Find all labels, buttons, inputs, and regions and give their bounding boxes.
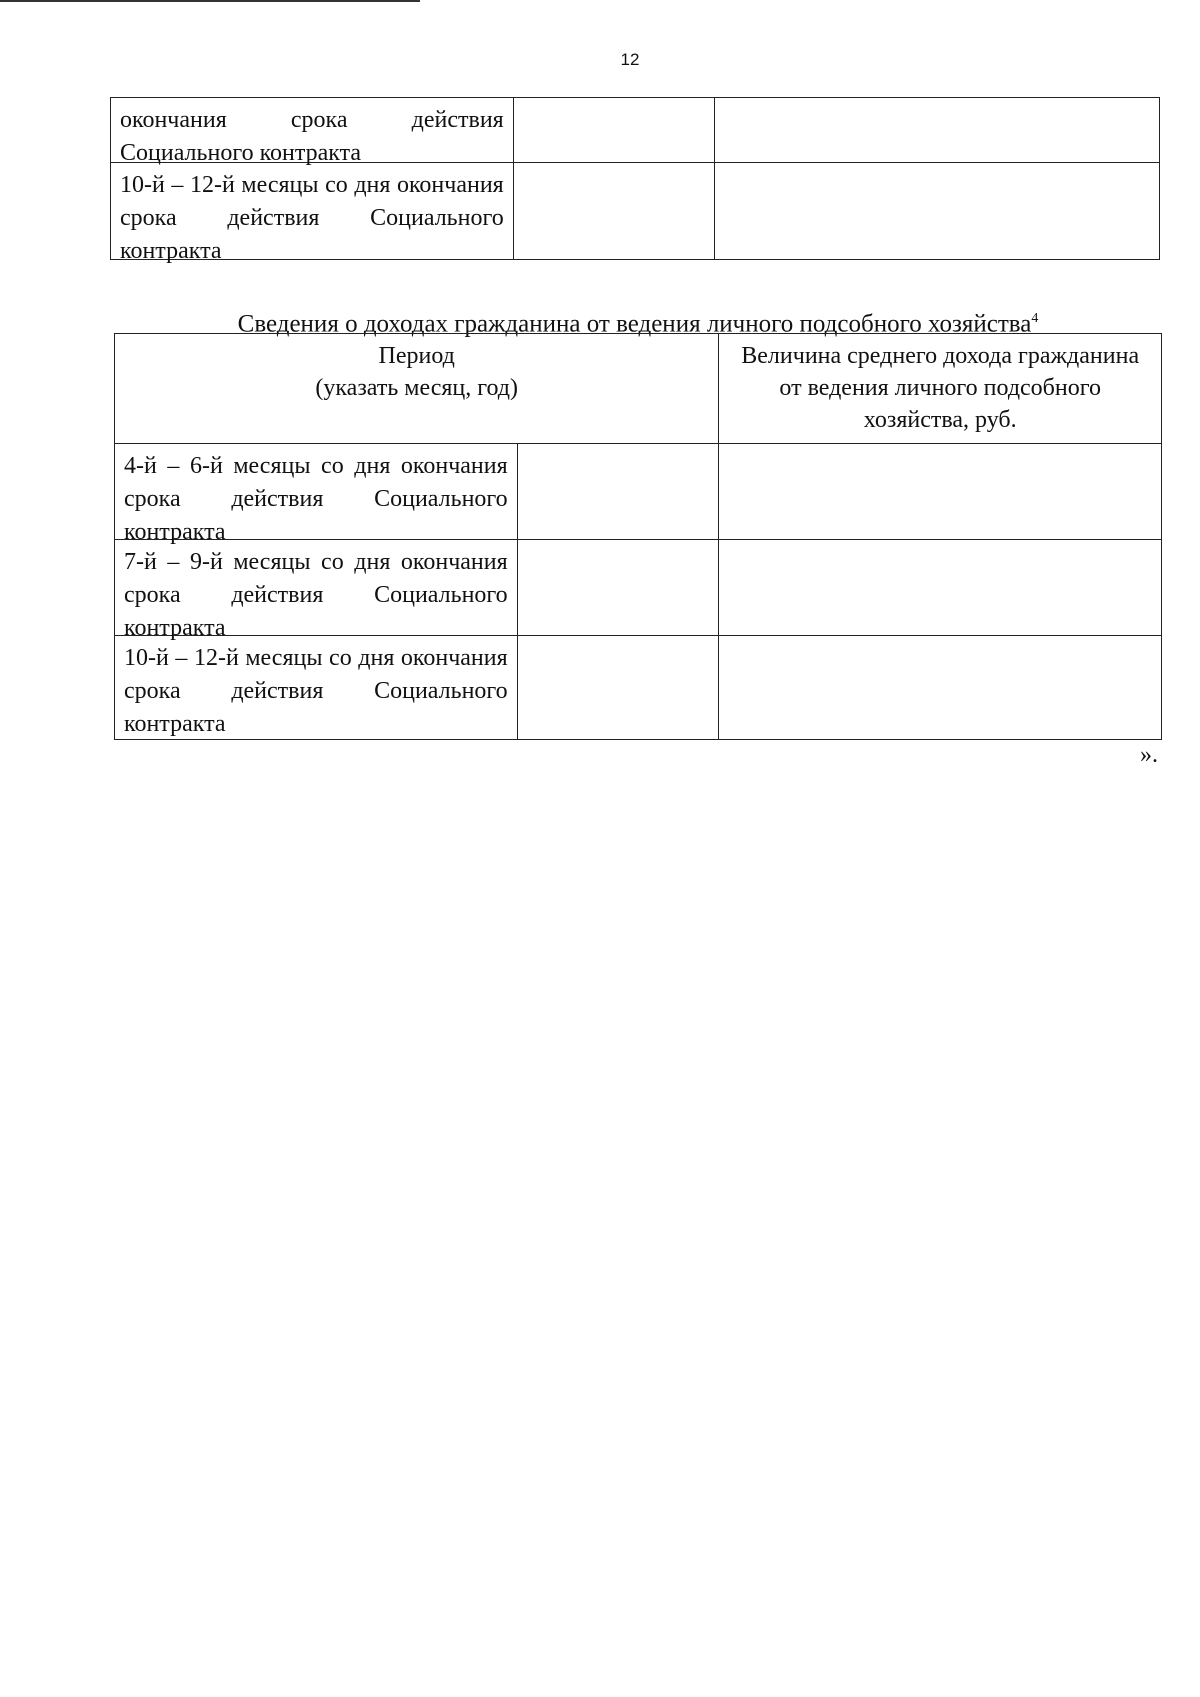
period-cell: 7-й – 9-й месяцы со дня окончания срока действия Социального контракта	[115, 540, 518, 636]
month-year-cell	[517, 444, 719, 540]
table-row	[115, 636, 1162, 740]
page-number: 12	[620, 50, 640, 69]
table-continued	[110, 97, 1160, 264]
value-cell	[719, 444, 1162, 540]
month-year-cell	[517, 636, 719, 740]
period-cell: окончания срока действия Социального контракта	[111, 98, 514, 163]
month-year-cell	[513, 163, 715, 260]
table-row	[111, 98, 1160, 163]
table-row	[111, 163, 1160, 260]
period-cell: 10-й – 12-й месяцы со дня окончания срока действия Социального контракта	[111, 163, 514, 260]
value-cell	[715, 98, 1160, 163]
month-year-cell	[513, 98, 715, 163]
top-rule	[0, 0, 420, 2]
table-row	[115, 444, 1162, 540]
footnote-mark: 4	[1031, 311, 1039, 326]
section-title: Сведения о доходах гражданина от ведения личного подсобного хозяйства$^4$	[237, 310, 1039, 338]
income-table	[114, 333, 1162, 740]
value-cell	[719, 540, 1162, 636]
income-header: Величина среднего дохода гражданина от ведения личного подсобного хозяйства, руб.	[719, 334, 1162, 444]
value-cell	[719, 636, 1162, 740]
value-cell	[715, 163, 1160, 260]
period-cell: 10-й – 12-й месяцы со дня окончания срока действия Социального контракта	[115, 636, 518, 740]
period-cell: 4-й – 6-й месяцы со дня окончания срока действия Социального контракта	[115, 444, 518, 540]
month-year-cell	[517, 540, 719, 636]
closing-quote-mark: ».	[1140, 742, 1158, 768]
table-row	[115, 540, 1162, 636]
period-header: Период (указать месяц, год)	[115, 334, 719, 444]
header-row	[115, 334, 1162, 444]
